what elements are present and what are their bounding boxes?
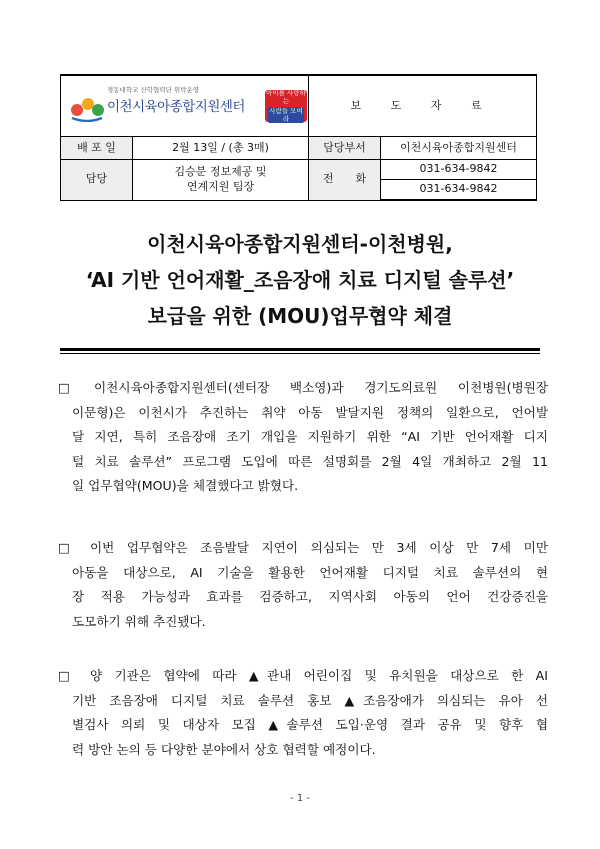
headline [40, 226, 560, 334]
paragraph-line: 이천시육아종합지원센터(센터장 백소영)과 경기도의료원 이천병원(병원장 [94, 380, 548, 395]
paragraph-line: 이문형)은 이천시가 추진하는 취약 아동 발달지원 정책의 일환으로, 언어발 [72, 404, 548, 420]
bullet-box-icon: □ [58, 668, 70, 683]
paragraph-line: 달 지연, 특히 조음장애 조기 개입을 지원하기 위한 “AI 기반 언어재활 디지 [72, 429, 548, 444]
paragraph-line: 도모하기 위해 추진됐다. [72, 613, 206, 629]
phone-2: 031-634-9842 [381, 180, 537, 201]
page-number: - 1 - [290, 793, 310, 804]
slogan-line2: 사람들 모여라 [269, 106, 303, 123]
phone-label: 전 화 [309, 160, 381, 201]
person-value-line2: 연계지원 팀장 [186, 179, 255, 193]
org-logo [69, 86, 306, 126]
headline-line3: 보급을 위한 (MOU)업무협약 체결 [147, 304, 453, 328]
headline-line2: ‘AI 기반 언어재활_조음장애 치료 디지털 솔루션’ [85, 268, 515, 292]
slogan-badge [265, 90, 307, 122]
paragraph-line: 이번 업무협약은 조음발달 지연이 의심되는 만 3세 이상 만 7세 미만 [90, 540, 548, 555]
bullet-box-icon: □ [58, 380, 70, 395]
headline-rule-thick [60, 348, 540, 351]
paragraph-line: 일 업무협약(MOU)을 체결했다고 밝혔다. [72, 478, 299, 493]
dept-value: 이천시육아종합지원센터 [381, 137, 537, 160]
person-value-line1: 김승분 정보제공 및 [174, 164, 267, 178]
paragraph-line: 별검사 의뢰 및 대상자 모집 ▲솔루션 도입·운영 결과 공유 및 향후 협 [72, 717, 548, 732]
headline-rule-thin [60, 353, 540, 354]
paragraph-1 [56, 376, 548, 499]
logo-cell [61, 75, 309, 137]
paragraph-line: 력 방안 논의 등 다양한 분야에서 상호 협력할 예정이다. [72, 741, 376, 757]
paragraph-2 [56, 536, 548, 634]
header-table [60, 74, 537, 201]
bullet-box-icon: □ [58, 540, 70, 555]
paragraph-line: 장 적용 가능성과 효과를 검증하고, 지역사회 아동의 언어 건강증진을 [72, 589, 548, 604]
headline-line1: 이천시육아종합지원센터-이천병원, [147, 232, 453, 256]
logo-sub-text: 경동대학교 산학협력단 위탁운영 [107, 86, 200, 94]
person-label: 담당 [61, 160, 133, 201]
paragraph-3 [56, 664, 548, 762]
paragraph-line: 기반 조음장애 디지털 치료 솔루션 홍보 ▲조음장애가 의심되는 유아 선 [72, 692, 548, 708]
org-logo-icon [69, 92, 105, 122]
paragraph-line: 양 기관은 협약에 따라 ▲관내 어린이집 및 유치원을 대상으로 한 AI [90, 668, 548, 683]
person-value [133, 160, 309, 201]
paragraph-line: 아동을 대상으로, AI 기술을 활용한 언어재활 디지털 치료 솔루션의 현 [72, 564, 548, 580]
slogan-line1: 아이를 사랑하는 [266, 89, 306, 106]
date-label: 배 포 일 [61, 137, 133, 160]
doc-title: 보 도 자 료 [309, 75, 537, 137]
phone-1: 031-634-9842 [381, 160, 537, 180]
dept-label: 담당부서 [309, 137, 381, 160]
logo-org-name: 이천시육아종합지원센터 [107, 99, 245, 115]
date-value: 2월 13일 / (총 3매) [133, 137, 309, 160]
paragraph-line: 털 치료 솔루션” 프로그램 도입에 따른 설명회를 2월 4일 개최하고 2월 11 [72, 453, 548, 469]
